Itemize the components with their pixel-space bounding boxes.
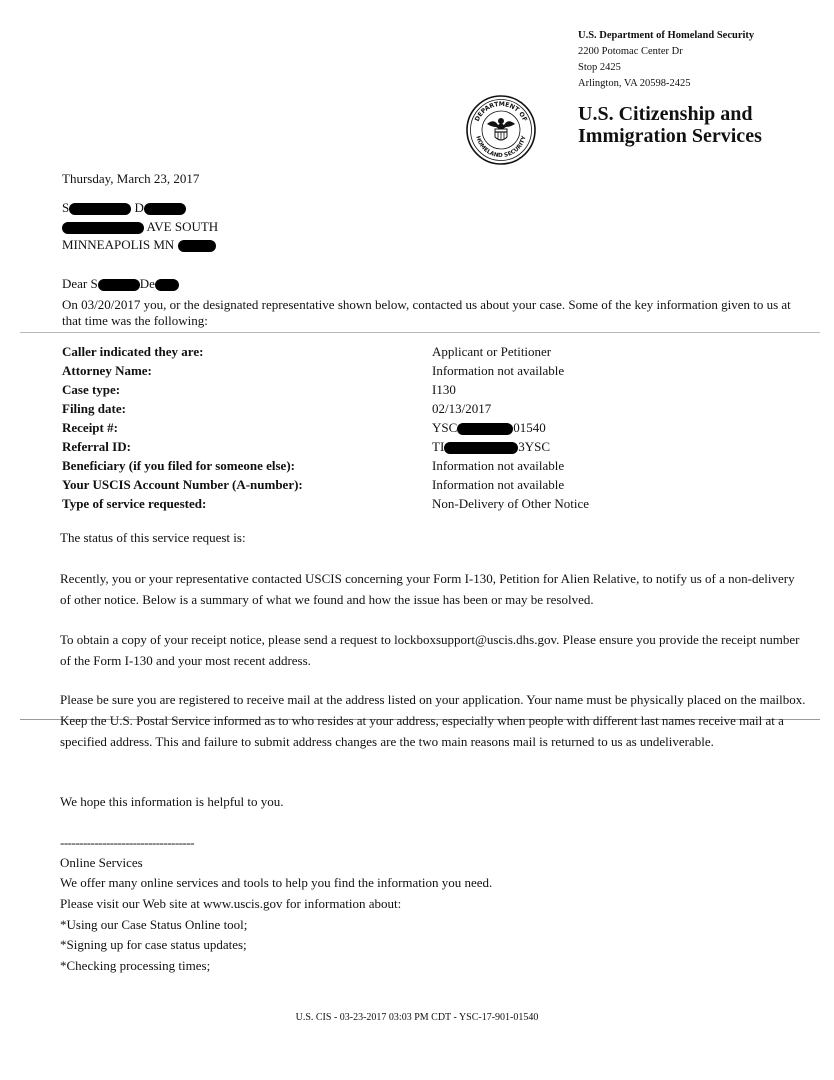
redaction-mark — [69, 203, 131, 215]
body-paragraph-2: To obtain a copy of your receipt notice, please send a request to lockboxsupport@uscis.dhs.gov. Please ensure you provide the receipt number of the Form I-130 and your most recent address. — [60, 632, 800, 668]
redaction-mark — [98, 279, 140, 291]
department-name: U.S. Department of Homeland Security — [578, 30, 755, 41]
letter-date: Thursday, March 23, 2017 — [62, 171, 200, 186]
field-value — [432, 437, 732, 456]
intro-paragraph: On 03/20/2017 you, or the designated representative shown below, contacted us about your case. Some of the key information given to us at that time was the following: — [62, 297, 791, 328]
field-value: I130 — [432, 382, 456, 397]
table-row — [62, 494, 732, 513]
online-services-line-1: We offer many online services and tools to help you find the information you need. — [60, 875, 493, 890]
salutation — [62, 274, 179, 294]
svg-text:DEPARTMENT OF: DEPARTMENT OF — [473, 100, 529, 123]
recipient-line-2 — [62, 217, 218, 237]
redaction-mark — [178, 240, 216, 252]
closing-line: We hope this information is helpful to you. — [60, 794, 284, 809]
field-label: Your USCIS Account Number (A-number): — [62, 477, 303, 492]
salutation-last-initial: De — [139, 276, 155, 291]
scan-line — [20, 332, 820, 333]
address-line-3: Arlington, VA 20598-2425 — [578, 78, 691, 89]
online-services-line-2: Please visit our Web site at www.uscis.gov for information about: — [60, 896, 402, 911]
list-item: *Signing up for case status updates; — [60, 937, 247, 952]
recipient-line-1 — [62, 198, 186, 218]
case-info-table — [62, 342, 732, 513]
field-value: Non-Delivery of Other Notice — [432, 496, 590, 511]
address-line-2: Stop 2425 — [578, 62, 621, 73]
svg-text:HOMELAND SECURITY: HOMELAND SECURITY — [474, 135, 528, 160]
field-value: 02/13/2017 — [432, 401, 492, 416]
redaction-mark — [144, 203, 186, 215]
dashed-divider: ----------------------------------- — [60, 835, 195, 850]
field-value — [432, 418, 732, 437]
agency-title-line-2: Immigration Services — [578, 125, 762, 147]
agency-address-block — [578, 28, 754, 92]
field-value: Information not available — [432, 477, 565, 492]
table-row — [62, 361, 732, 380]
redaction-mark — [155, 279, 179, 291]
body-paragraph-3: Please be sure you are registered to receive mail at the address listed on your application. Your name must be physically placed on the mailbox. Keep the U.S. Postal Service informed as to who resides at your address, especially when people with different last names receive mail at a specified address. This and failure to submit address changes are the two main reasons mail is returned to us as undeliverable. — [60, 692, 806, 749]
recipient-city-state: MINNEAPOLIS MN — [62, 237, 175, 252]
referral-suffix: 3YSC — [518, 439, 551, 454]
field-label: Attorney Name: — [62, 363, 152, 378]
status-line: The status of this service request is: — [60, 530, 246, 545]
table-row — [62, 437, 732, 456]
field-label: Case type: — [62, 382, 121, 397]
list-item: *Checking processing times; — [60, 958, 211, 973]
footer-reference: U.S. CIS - 03-23-2017 03:03 PM CDT - YSC-17-901-01540 — [295, 1012, 539, 1023]
table-row — [62, 475, 732, 494]
field-label: Receipt #: — [62, 420, 118, 435]
referral-prefix: TI — [432, 439, 445, 454]
agency-title — [578, 103, 762, 147]
field-label: Filing date: — [62, 401, 126, 416]
salutation-start: Dear S — [62, 276, 98, 291]
dhs-seal-icon — [465, 94, 537, 166]
recipient-first-initial: S — [62, 200, 70, 215]
redaction-mark — [444, 442, 518, 454]
field-value: Applicant or Petitioner — [432, 344, 552, 359]
online-services-title: Online Services — [60, 855, 143, 870]
table-row — [62, 342, 732, 361]
receipt-suffix: 01540 — [513, 420, 546, 435]
recipient-last-initial: D — [134, 200, 144, 215]
field-value: Information not available — [432, 363, 565, 378]
field-label: Referral ID: — [62, 439, 131, 454]
address-line-1: 2200 Potomac Center Dr — [578, 46, 683, 57]
table-row — [62, 418, 732, 437]
recipient-street: AVE SOUTH — [146, 219, 219, 234]
field-value: Information not available — [432, 458, 565, 473]
receipt-prefix: YSC — [432, 420, 458, 435]
field-label: Type of service requested: — [62, 496, 207, 511]
list-item: *Using our Case Status Online tool; — [60, 917, 248, 932]
recipient-line-3 — [62, 235, 216, 255]
redaction-mark — [62, 222, 144, 234]
field-label: Beneficiary (if you filed for someone else): — [62, 458, 295, 473]
table-row — [62, 399, 732, 418]
table-row — [62, 456, 732, 475]
body-paragraph-1: Recently, you or your representative contacted USCIS concerning your Form I-130, Petition for Alien Relative, to notify us of a non-delivery of other notice. Below is a summary of what we found and how the issue has been or may be resolved. — [60, 571, 795, 607]
field-label: Caller indicated they are: — [62, 344, 204, 359]
table-row — [62, 380, 732, 399]
agency-title-line-1: U.S. Citizenship and — [578, 103, 753, 125]
redaction-mark — [457, 423, 513, 435]
